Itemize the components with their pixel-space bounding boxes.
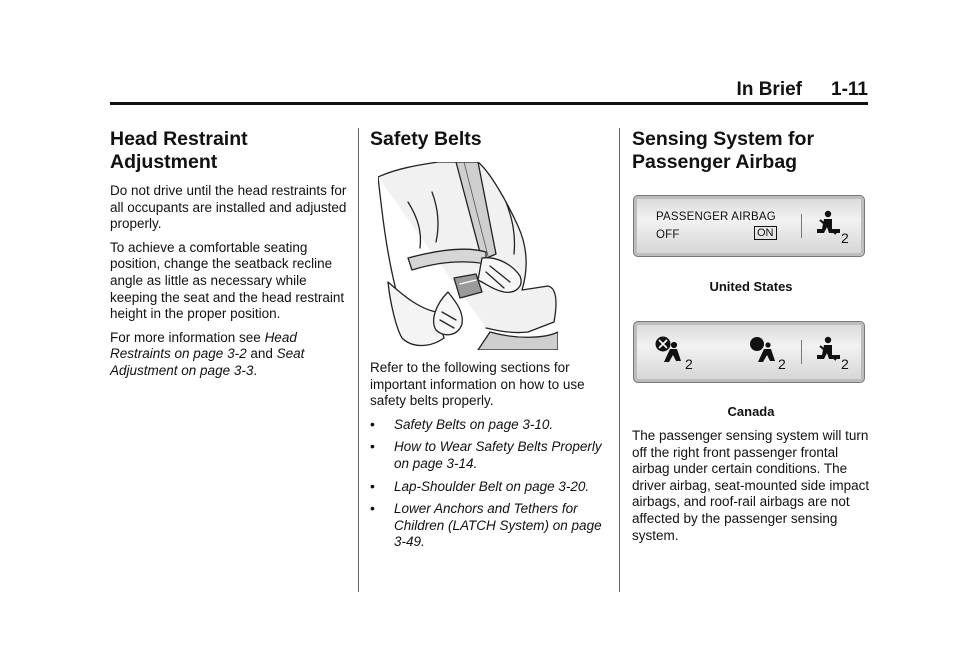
cross-reference: Head Restraints on page 3-2	[110, 329, 297, 362]
list-item: • Safety Belts on page 3-10.	[370, 417, 610, 434]
seat-number: 2	[841, 230, 849, 246]
seat-number: 2	[841, 356, 849, 372]
airbag-off-icon	[654, 335, 688, 367]
cross-reference: Seat Adjustment on page 3-3	[110, 346, 305, 378]
paragraph: Refer to the following sections for important information on how to use safety belts properly.	[370, 360, 585, 409]
panel-divider	[801, 340, 802, 364]
safety-belts-section	[370, 128, 610, 557]
list-item: • Lower Anchors and Tethers for Children (LATCH System) on page 3-49.	[370, 501, 610, 551]
airbag-on-icon	[747, 335, 779, 367]
canada-airbag-status-panel	[633, 321, 865, 383]
paragraph: Do not drive until the head restraints for all occupants are installed and adjusted properly.	[110, 183, 347, 232]
us-airbag-status-panel	[633, 195, 865, 257]
passenger-sensing-description	[632, 428, 872, 551]
passenger-airbag-section	[632, 128, 870, 174]
running-header-title: In Brief	[736, 79, 802, 100]
column-divider	[619, 128, 620, 592]
off-label: OFF	[656, 229, 680, 241]
us-caption: United States	[709, 279, 793, 294]
passenger-seat-icon	[814, 336, 842, 366]
seatbelt-buckle-illustration	[378, 162, 558, 350]
section-heading: Sensing System for Passenger Airbag	[632, 128, 815, 173]
passenger-seat-icon	[814, 210, 842, 240]
paragraph: To achieve a comfortable seating position, change the seatback recline angle as little as necessary while keeping the seat and the head restraint height in the proper position.	[110, 239, 345, 322]
on-label: ON	[754, 226, 777, 240]
column-divider	[358, 128, 359, 592]
section-heading: Safety Belts	[370, 128, 482, 150]
panel-divider	[801, 214, 802, 238]
seat-number: 2	[685, 356, 693, 372]
page-number: 1-11	[831, 79, 868, 100]
header-rule	[110, 102, 868, 105]
list-item: • Lap-Shoulder Belt on page 3-20.	[370, 479, 610, 496]
paragraph: The passenger sensing system will turn off the right front passenger frontal airbag under certain conditions. The driver airbag, seat-mounted side impact airbags, and roof-rail airbags are not affected by the passenger sensing system.	[632, 428, 870, 543]
section-heading: Head Restraint Adjustment	[110, 128, 248, 173]
paragraph: For more information see Head Restraints on page 3-2 and Seat Adjustment on page 3-3.	[110, 329, 305, 378]
head-restraint-section	[110, 128, 348, 387]
reference-list	[370, 417, 610, 551]
passenger-airbag-label: PASSENGER AIRBAG	[656, 211, 776, 223]
canada-caption: Canada	[727, 404, 775, 419]
seat-number: 2	[778, 356, 786, 372]
list-item: • How to Wear Safety Belts Properly on page 3-14.	[370, 439, 610, 472]
